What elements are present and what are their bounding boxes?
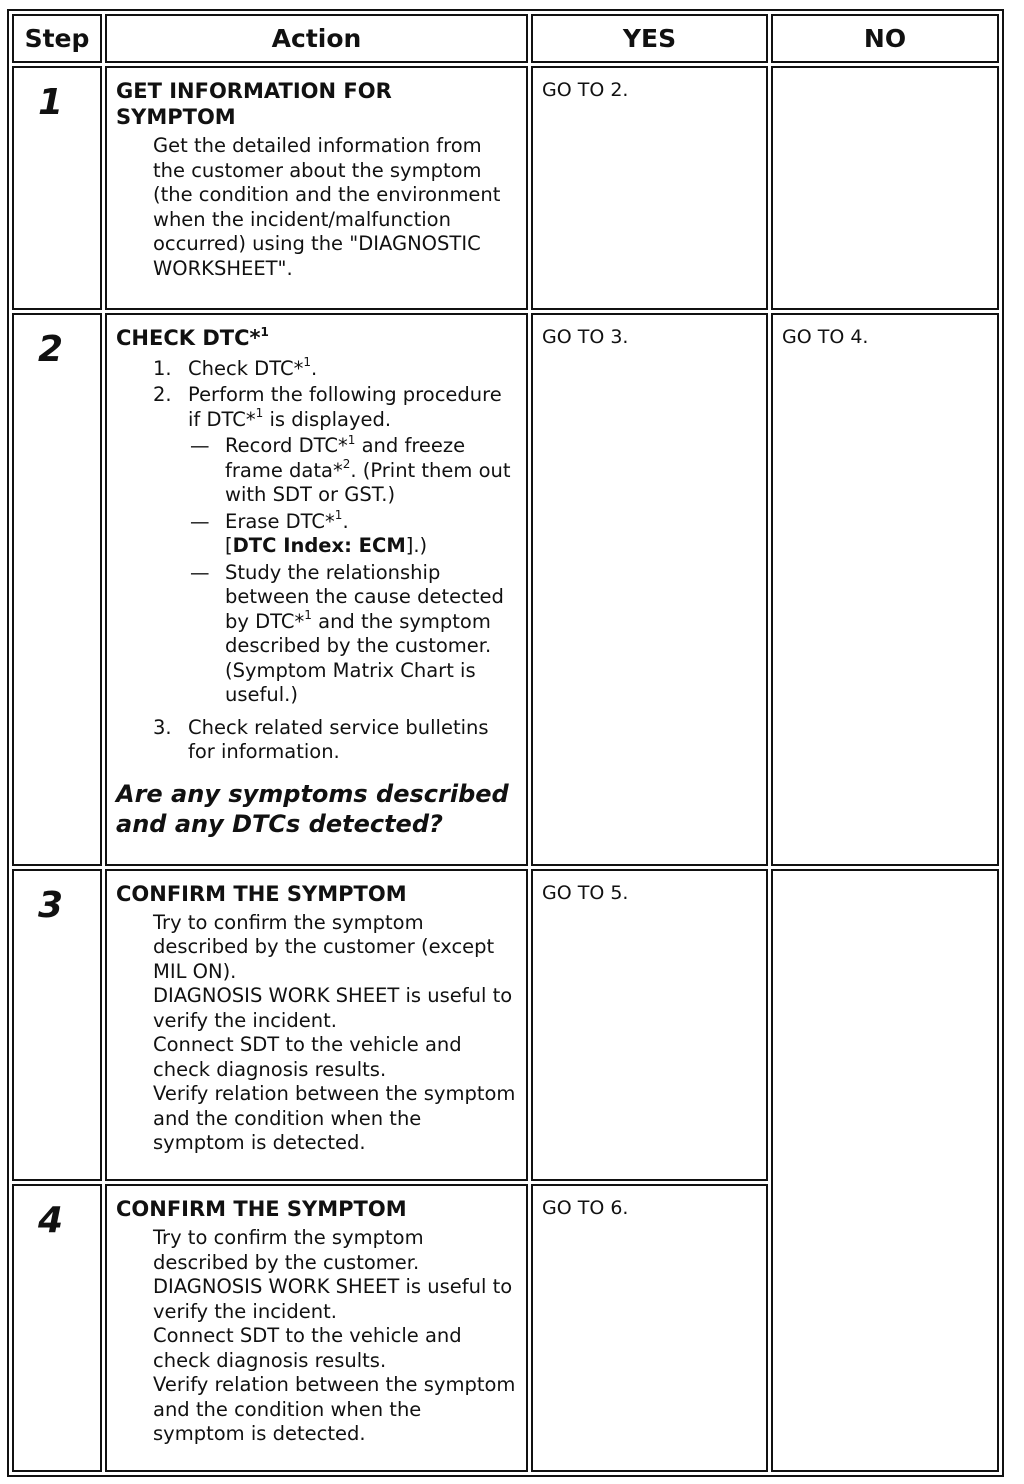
footnote-mark: 1 xyxy=(347,432,356,447)
yes-result: GO TO 6. xyxy=(531,1184,768,1472)
step-number: 3 xyxy=(12,869,102,1182)
action-cell xyxy=(105,66,528,310)
step-number: 2 xyxy=(12,313,102,866)
yes-result: GO TO 5. xyxy=(531,869,768,1182)
table-row xyxy=(12,313,999,866)
footnote-mark: 1 xyxy=(303,355,311,370)
sub-list-item xyxy=(188,434,518,508)
step-number: 1 xyxy=(12,66,102,310)
header-action: Action xyxy=(105,14,528,63)
action-title-text: CHECK DTC* xyxy=(116,325,261,350)
list-item xyxy=(153,716,518,765)
no-result: GO TO 4. xyxy=(771,313,999,866)
sub-procedure-list xyxy=(188,434,518,708)
list-text: Record DTC* xyxy=(225,434,348,458)
header-step: Step xyxy=(12,14,102,63)
decision-question: Are any symptoms described and any DTCs detected? xyxy=(116,779,509,838)
list-number: 1. xyxy=(153,356,172,380)
sub-list-item xyxy=(188,561,518,708)
table-row xyxy=(12,869,999,1182)
action-cell xyxy=(105,1184,528,1472)
action-body xyxy=(153,134,518,281)
action-text: Connect SDT to the vehicle and check diagnosis results. xyxy=(153,1324,462,1372)
dash-mark: — xyxy=(190,560,210,584)
action-text: Get the detailed information from the customer about the symptom (the condition and the environment when the incident/malfunction occurred) using the "DIAGNOSTIC WORKSHEET". xyxy=(153,134,501,280)
footnote-mark: 1 xyxy=(260,324,269,339)
action-text: Try to confirm the symptom described by the customer. xyxy=(153,1226,424,1274)
sub-list-item xyxy=(188,510,518,559)
list-text: Study the relationship between the cause detected by DTC* xyxy=(225,560,504,633)
list-text: [ xyxy=(225,534,233,558)
action-text: Connect SDT to the vehicle and check diagnosis results. xyxy=(153,1033,462,1081)
header-yes: YES xyxy=(531,14,768,63)
action-text: DIAGNOSIS WORK SHEET is useful to verify the incident. xyxy=(153,984,513,1032)
list-text: Erase DTC* xyxy=(225,509,335,533)
dtc-index-link[interactable]: DTC Index: ECM xyxy=(232,534,406,558)
action-text: Try to confirm the symptom described by the customer (except MIL ON). xyxy=(153,910,495,983)
list-text: Check related service bulletins for information. xyxy=(188,715,489,764)
no-result xyxy=(771,66,999,310)
action-body xyxy=(153,1226,518,1447)
diagnostic-procedure-sheet xyxy=(7,9,1002,1477)
list-text: . (Print them out with SDT or GST.) xyxy=(225,458,511,507)
action-title: GET INFORMATION FOR SYMPTOM xyxy=(116,79,392,129)
action-text: Verify relation between the symptom and the condition when the symptom is detected. xyxy=(153,1373,516,1446)
dash-mark: — xyxy=(190,434,210,458)
step-number: 4 xyxy=(12,1184,102,1472)
footnote-mark: 1 xyxy=(334,508,343,523)
action-body xyxy=(153,911,518,1156)
list-number: 2. xyxy=(153,383,172,407)
no-result xyxy=(771,869,999,1472)
diagnostic-table xyxy=(7,9,1004,1477)
list-text: ].) xyxy=(405,534,428,558)
action-title xyxy=(116,325,518,351)
list-text: . xyxy=(342,509,349,533)
header-row xyxy=(12,14,999,63)
footnote-mark: 1 xyxy=(304,608,312,623)
list-text: Check DTC* xyxy=(188,356,304,380)
yes-result: GO TO 3. xyxy=(531,313,768,866)
action-cell xyxy=(105,313,528,866)
procedure-list xyxy=(116,357,518,765)
action-text: Verify relation between the symptom and the condition when the symptom is detected. xyxy=(153,1082,516,1155)
list-text: . xyxy=(310,356,318,380)
header-no: NO xyxy=(771,14,999,63)
list-text: and freeze frame data* xyxy=(225,434,466,482)
yes-result: GO TO 2. xyxy=(531,66,768,310)
action-text: DIAGNOSIS WORK SHEET is useful to verify the incident. xyxy=(153,1275,513,1323)
list-item xyxy=(153,383,518,708)
dash-mark: — xyxy=(190,509,210,533)
table-row xyxy=(12,66,999,310)
list-text: Perform the following procedure if DTC* xyxy=(188,383,502,431)
action-cell xyxy=(105,869,528,1182)
footnote-mark: 1 xyxy=(255,406,264,421)
action-title: CONFIRM THE SYMPTOM xyxy=(116,1197,407,1222)
footnote-mark: 2 xyxy=(342,457,351,472)
list-number: 3. xyxy=(153,715,172,739)
list-text: and the symptom described by the customer. (Symptom Matrix Chart is useful.) xyxy=(225,609,492,707)
list-text: is displayed. xyxy=(263,407,392,431)
action-title: CONFIRM THE SYMPTOM xyxy=(116,881,407,906)
list-item xyxy=(153,357,518,382)
